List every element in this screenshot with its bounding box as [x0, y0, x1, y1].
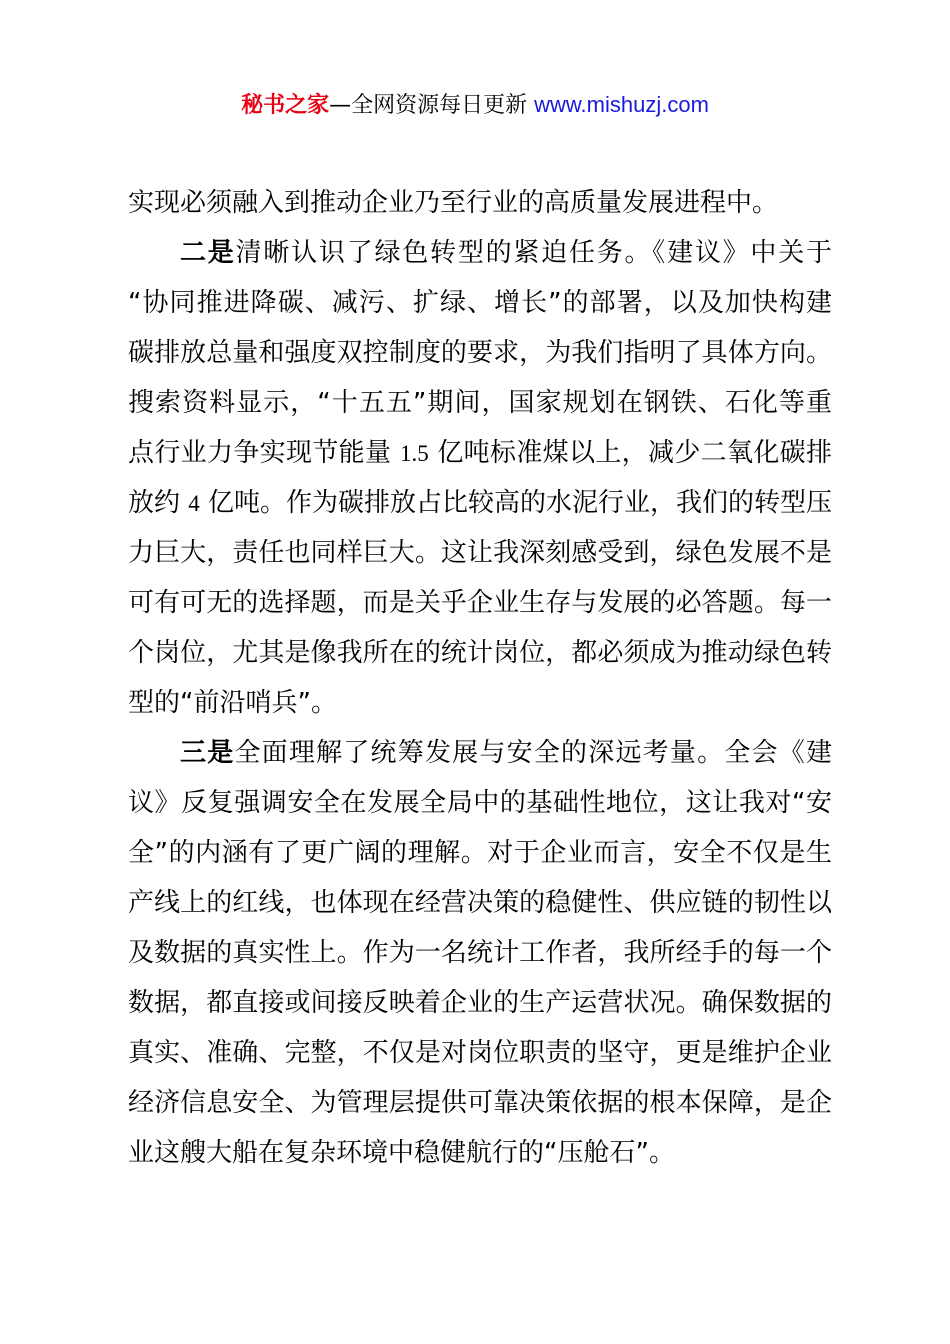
- paragraph-lead: 三是: [180, 738, 235, 768]
- text-line: 搜索资料显示，“十五五”期间，国家规划在钢铁、石化等重: [128, 388, 832, 418]
- number-value: 4: [188, 491, 200, 516]
- text-line: 可有可无的选择题，而是关乎企业生存与发展的必答题。每一: [128, 588, 832, 618]
- text-span: 亿吨标准煤以上，减少二氧化碳排: [437, 438, 832, 468]
- text-line: 议》反复强调安全在发展全局中的基础性地位，这让我对“安: [128, 788, 832, 818]
- text-span: 点行业力争实现节能量: [128, 438, 392, 468]
- text-line: 力巨大，责任也同样巨大。这让我深刻感受到，绿色发展不是: [128, 538, 832, 568]
- number-value: 1.5: [399, 441, 429, 466]
- text-span: 亿吨。作为碳排放占比较高的水泥行业，我们的转型压: [208, 488, 833, 518]
- text-line: [128, 228, 832, 278]
- text-span: 全面理解了统筹发展与安全的深远考量。全会《建: [234, 738, 832, 768]
- text-line: 业这艘大船在复杂环境中稳健航行的“压舱石”。: [128, 1138, 675, 1168]
- text-line: 碳排放总量和强度双控制度的要求，为我们指明了具体方向。: [128, 338, 832, 368]
- text-span: 清晰认识了绿色转型的紧迫任务。《建议》中关于: [235, 238, 832, 268]
- document-body: [128, 178, 832, 1178]
- page-header: [0, 88, 950, 123]
- text-line: 全”的内涵有了更广阔的理解。对于企业而言，安全不仅是生: [128, 838, 832, 868]
- text-line: 个岗位，尤其是像我所在的统计岗位，都必须成为推动绿色转: [128, 638, 832, 668]
- text-line: 经济信息安全、为管理层提供可靠决策依据的根本保障，是企: [128, 1088, 832, 1118]
- paragraph-green-transition: [128, 228, 832, 728]
- text-line: 数据，都直接或间接反映着企业的生产运营状况。确保数据的: [128, 988, 832, 1018]
- text-line: 产线上的红线，也体现在经营决策的稳健性、供应链的韧性以: [128, 888, 832, 918]
- text-line: [128, 728, 832, 778]
- text-span: 放约: [128, 488, 181, 518]
- text-line: 型的“前沿哨兵”。: [128, 688, 337, 718]
- site-url-link[interactable]: www.mishuzj.com: [534, 92, 709, 117]
- paragraph-continuation: [128, 178, 832, 228]
- text-line: [128, 478, 832, 528]
- text-line: 真实、准确、完整，不仅是对岗位职责的坚守，更是维护企业: [128, 1038, 832, 1068]
- brand-name: 秘书之家: [241, 93, 330, 118]
- header-slogan: —全网资源每日更新: [329, 93, 528, 118]
- text-line: 及数据的真实性上。作为一名统计工作者，我所经手的每一个: [128, 938, 832, 968]
- text-line: “协同推进降碳、减污、扩绿、增长”的部署，以及加快构建: [128, 288, 832, 318]
- paragraph-lead: 二是: [180, 238, 236, 268]
- text-line: [128, 428, 832, 478]
- text-line: 实现必须融入到推动企业乃至行业的高质量发展进程中。: [128, 188, 779, 218]
- paragraph-security: [128, 728, 832, 1178]
